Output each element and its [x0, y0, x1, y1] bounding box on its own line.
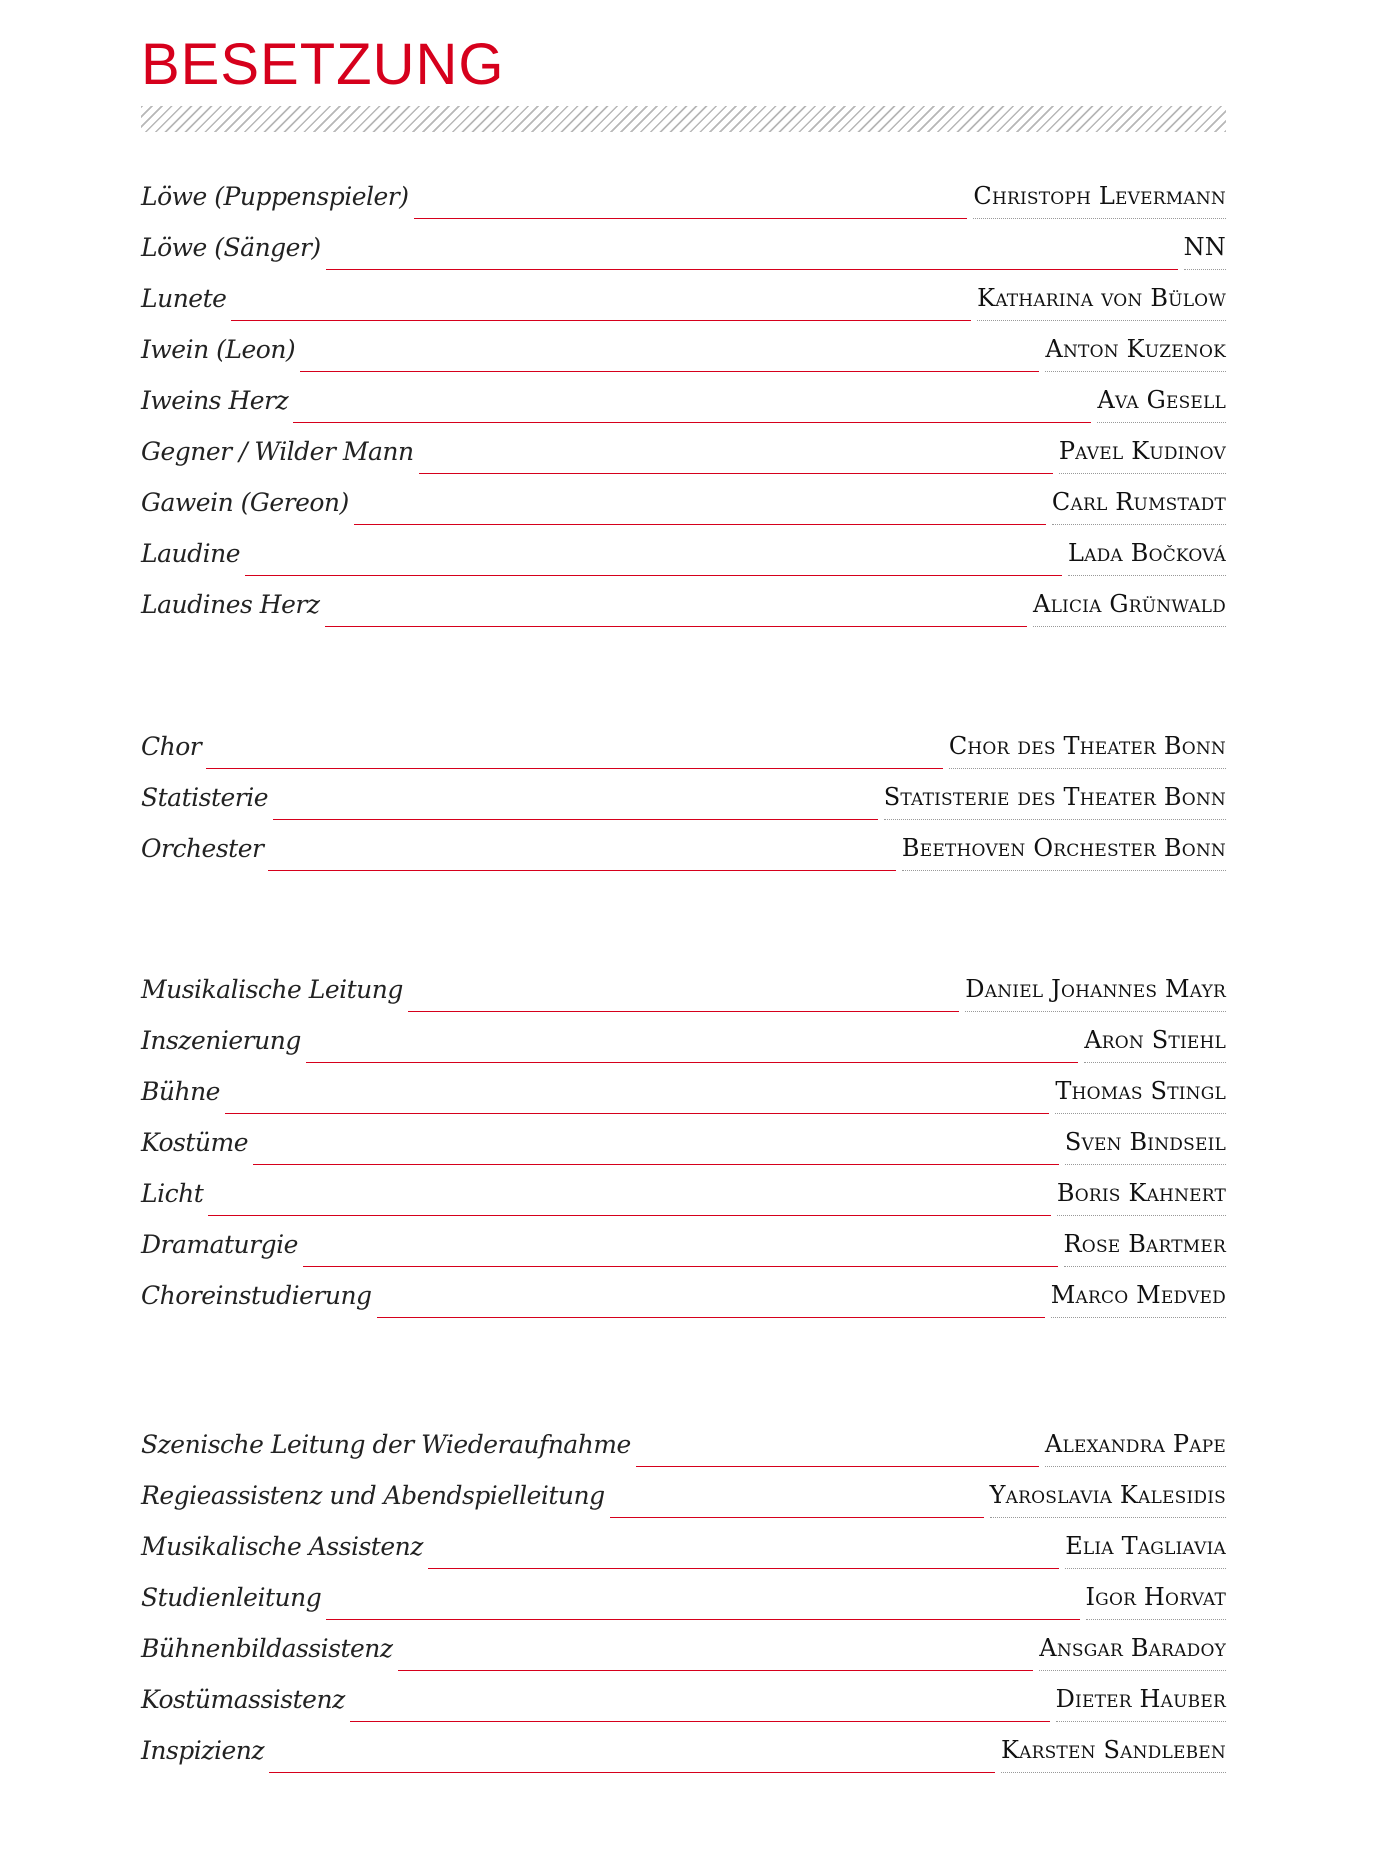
hatched-divider	[141, 106, 1226, 132]
role-label: Gegner / Wilder Mann	[141, 437, 414, 466]
role-label: Kostüme	[141, 1128, 249, 1157]
role-label: Dramaturgie	[141, 1230, 298, 1259]
role-label: Musikalische Leitung	[141, 975, 403, 1004]
cast-row	[141, 1671, 1226, 1722]
cast-row	[141, 820, 1226, 871]
person-name: Ansgar Baradoy	[1039, 1636, 1226, 1671]
cast-row	[141, 168, 1226, 219]
cast-row	[141, 1012, 1226, 1063]
cast-row	[141, 1165, 1226, 1216]
cast-row	[141, 1620, 1226, 1671]
person-name: Chor des Theater Bonn	[949, 734, 1226, 769]
ensemble-section	[141, 718, 1226, 871]
cast-row	[141, 525, 1226, 576]
role-label: Inszenierung	[141, 1026, 301, 1055]
person-name: Anton Kuzenok	[1045, 337, 1226, 372]
person-name: Beethoven Orchester Bonn	[902, 836, 1226, 871]
leader-line	[325, 625, 1028, 627]
cast-row	[141, 769, 1226, 820]
role-label: Lunete	[141, 284, 227, 313]
role-label: Bühne	[141, 1077, 220, 1106]
cast-row	[141, 1416, 1226, 1467]
role-label: Bühnenbildassistenz	[141, 1634, 393, 1663]
cast-row	[141, 718, 1226, 769]
person-name: Boris Kahnert	[1057, 1181, 1226, 1216]
role-label: Iweins Herz	[141, 386, 289, 415]
leader-line	[268, 869, 895, 871]
role-label: Chor	[141, 732, 202, 761]
cast-section	[141, 168, 1226, 627]
cast-row	[141, 1467, 1226, 1518]
role-label: Laudine	[141, 539, 241, 568]
page-title: BESETZUNG	[141, 32, 505, 97]
cast-row	[141, 270, 1226, 321]
person-name: Daniel Johannes Mayr	[965, 977, 1226, 1012]
person-name: Yaroslavia Kalesidis	[990, 1483, 1226, 1518]
role-label: Szenische Leitung der Wiederaufnahme	[141, 1430, 631, 1459]
role-label: Laudines Herz	[141, 590, 320, 619]
person-name: Alexandra Pape	[1045, 1432, 1226, 1467]
leader-line	[269, 1771, 995, 1773]
cast-row	[141, 1114, 1226, 1165]
cast-row	[141, 321, 1226, 372]
cast-row	[141, 1216, 1226, 1267]
person-name: Rose Bartmer	[1064, 1232, 1226, 1267]
person-name: Carl Rumstadt	[1052, 490, 1226, 525]
person-name: Dieter Hauber	[1056, 1687, 1226, 1722]
person-name: Marco Medved	[1051, 1283, 1226, 1318]
person-name: Lada Bočková	[1068, 541, 1226, 576]
cast-row	[141, 1569, 1226, 1620]
cast-row	[141, 576, 1226, 627]
cast-row	[141, 1267, 1226, 1318]
person-name: Statisterie des Theater Bonn	[884, 785, 1226, 820]
person-name: Aron Stiehl	[1084, 1028, 1226, 1063]
cast-row	[141, 1063, 1226, 1114]
creative-team-section	[141, 961, 1226, 1318]
person-name: NN	[1184, 235, 1226, 270]
person-name: Thomas Stingl	[1055, 1079, 1226, 1114]
role-label: Löwe (Puppenspieler)	[141, 182, 409, 211]
person-name: Christoph Levermann	[973, 184, 1226, 219]
person-name: Igor Horvat	[1086, 1585, 1227, 1620]
person-name: Alicia Grünwald	[1033, 592, 1226, 627]
person-name: Katharina von Bülow	[977, 286, 1226, 321]
cast-row	[141, 1722, 1226, 1773]
role-label: Regieassistenz und Abendspielleitung	[141, 1481, 605, 1510]
role-label: Choreinstudierung	[141, 1281, 372, 1310]
person-name: Elia Tagliavia	[1065, 1534, 1226, 1569]
person-name: Karsten Sandleben	[1001, 1738, 1226, 1773]
person-name: Ava Gesell	[1097, 388, 1226, 423]
cast-row	[141, 474, 1226, 525]
person-name: Pavel Kudinov	[1059, 439, 1226, 474]
role-label: Gawein (Gereon)	[141, 488, 349, 517]
cast-row	[141, 219, 1226, 270]
role-label: Studienleitung	[141, 1583, 322, 1612]
role-label: Orchester	[141, 834, 264, 863]
cast-row	[141, 372, 1226, 423]
role-label: Musikalische Assistenz	[141, 1532, 423, 1561]
cast-row	[141, 423, 1226, 474]
role-label: Inspizienz	[141, 1736, 265, 1765]
role-label: Kostümassistenz	[141, 1685, 345, 1714]
production-staff-section	[141, 1416, 1226, 1773]
role-label: Iwein (Leon)	[141, 335, 296, 364]
cast-row	[141, 961, 1226, 1012]
role-label: Licht	[141, 1179, 204, 1208]
role-label: Statisterie	[141, 783, 269, 812]
role-label: Löwe (Sänger)	[141, 233, 321, 262]
leader-line	[377, 1316, 1045, 1318]
cast-row	[141, 1518, 1226, 1569]
person-name: Sven Bindseil	[1065, 1130, 1226, 1165]
